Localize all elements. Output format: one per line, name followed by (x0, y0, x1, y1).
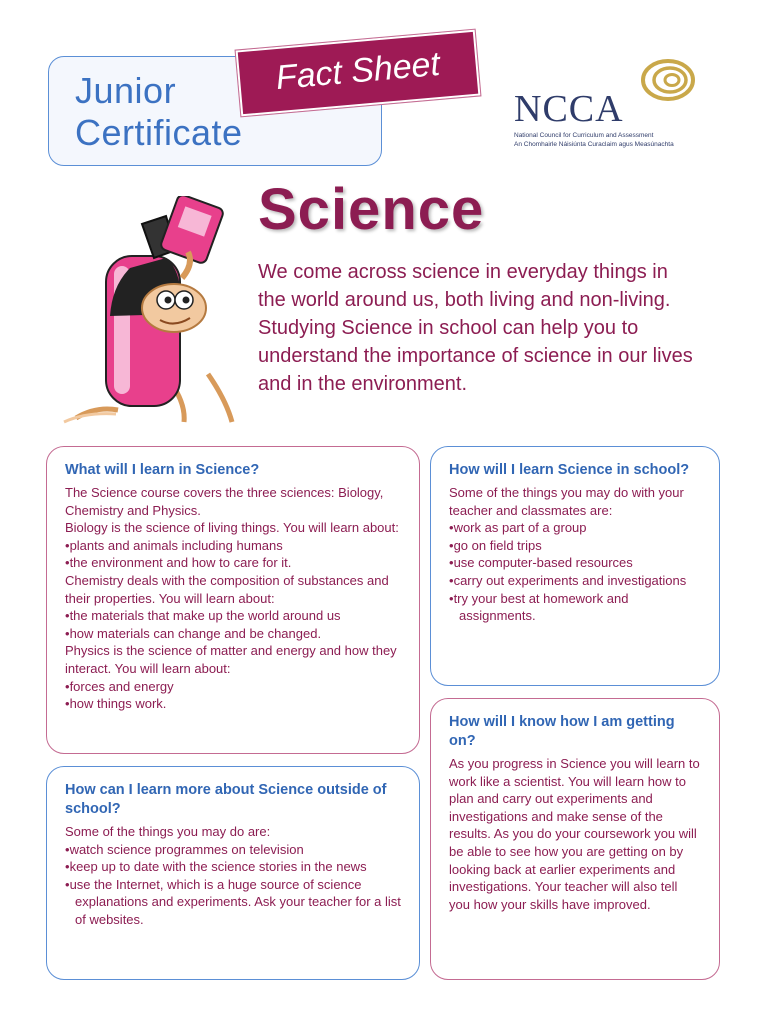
chemistry-list (65, 607, 401, 642)
physics-list (65, 678, 401, 713)
learn-more-box (46, 766, 420, 980)
how-learn-list (449, 519, 701, 625)
learn-more-list (65, 841, 401, 929)
how-learn-heading: How will I learn Science in school? (449, 462, 690, 478)
biology-list (65, 537, 401, 572)
list-item: • plants and animals including humans (65, 537, 401, 555)
how-learn-box (430, 446, 720, 686)
list-item: • how things work. (65, 695, 401, 713)
ncca-subtitle-en: National Council for Curriculum and Assessment (514, 132, 654, 139)
list-item: • work as part of a group (449, 519, 701, 537)
certificate-label: Certificate (75, 112, 243, 153)
list-item: • watch science programmes on television (65, 841, 401, 859)
what-learn-p2: Biology is the science of living things. You will learn about: (65, 520, 399, 536)
list-item: • how materials can change and be changed. (65, 625, 401, 643)
highlighter-mascot-illustration (56, 196, 246, 432)
list-item: • the materials that make up the world around us (65, 607, 401, 625)
what-learn-p1: The Science course covers the three sciences: Biology, Chemistry and Physics. (65, 485, 384, 518)
ncca-subtitle-ga: An Chomhairle Náisiúnta Curaclaim agus Measúnachta (514, 141, 674, 148)
learn-more-heading: How can I learn more about Science outside of school? (65, 782, 387, 817)
list-item: • try your best at homework and assignments. (449, 590, 701, 625)
list-item: • go on field trips (449, 537, 701, 555)
ncca-name: NCCA (514, 88, 624, 130)
ncca-swirl-icon (634, 58, 696, 104)
junior-label: Junior (75, 70, 177, 111)
what-learn-p4: Physics is the science of matter and energy and how they interact. You will learn about: (65, 643, 397, 676)
fact-sheet-banner: Fact Sheet (236, 30, 481, 117)
what-learn-p3: Chemistry deals with the composition of substances and their properties. You will learn about: (65, 572, 389, 606)
list-item: • use the Internet, which is a huge source of science explanations and experiments. Ask your teacher for a list of websites. (65, 876, 401, 929)
know-how-box (430, 698, 720, 980)
list-item: • the environment and how to care for it. (65, 554, 401, 572)
what-learn-heading: What will I learn in Science? (65, 462, 260, 478)
list-item: • use computer-based resources (449, 554, 701, 572)
intro-text: We come across science in everyday things in the world around us, both living and non-living. Studying Science in school can help you to understand the importance of science in our lives and in the environment. (258, 261, 693, 395)
know-how-text: As you progress in Science you will learn to work like a scientist. You will learn how to plan and carry out experiments and investigations and make sense of the results. As you do your coursework you will be able to see how you are getting on by looking back at earlier experiments and investigations. Your teacher will also tell you how your skills have improved. (449, 756, 700, 912)
list-item: • forces and energy (65, 678, 401, 696)
ncca-logo (514, 58, 724, 158)
list-item: • keep up to date with the science stories in the news (65, 858, 401, 876)
what-learn-box (46, 446, 420, 754)
learn-more-intro: Some of the things you may do are: (65, 824, 271, 839)
list-item: • carry out experiments and investigations (449, 572, 701, 590)
how-learn-intro: Some of the things you may do with your teacher and classmates are: (449, 485, 684, 518)
page-title: Science (258, 177, 485, 242)
know-how-heading: How will I know how I am getting on? (449, 714, 675, 749)
